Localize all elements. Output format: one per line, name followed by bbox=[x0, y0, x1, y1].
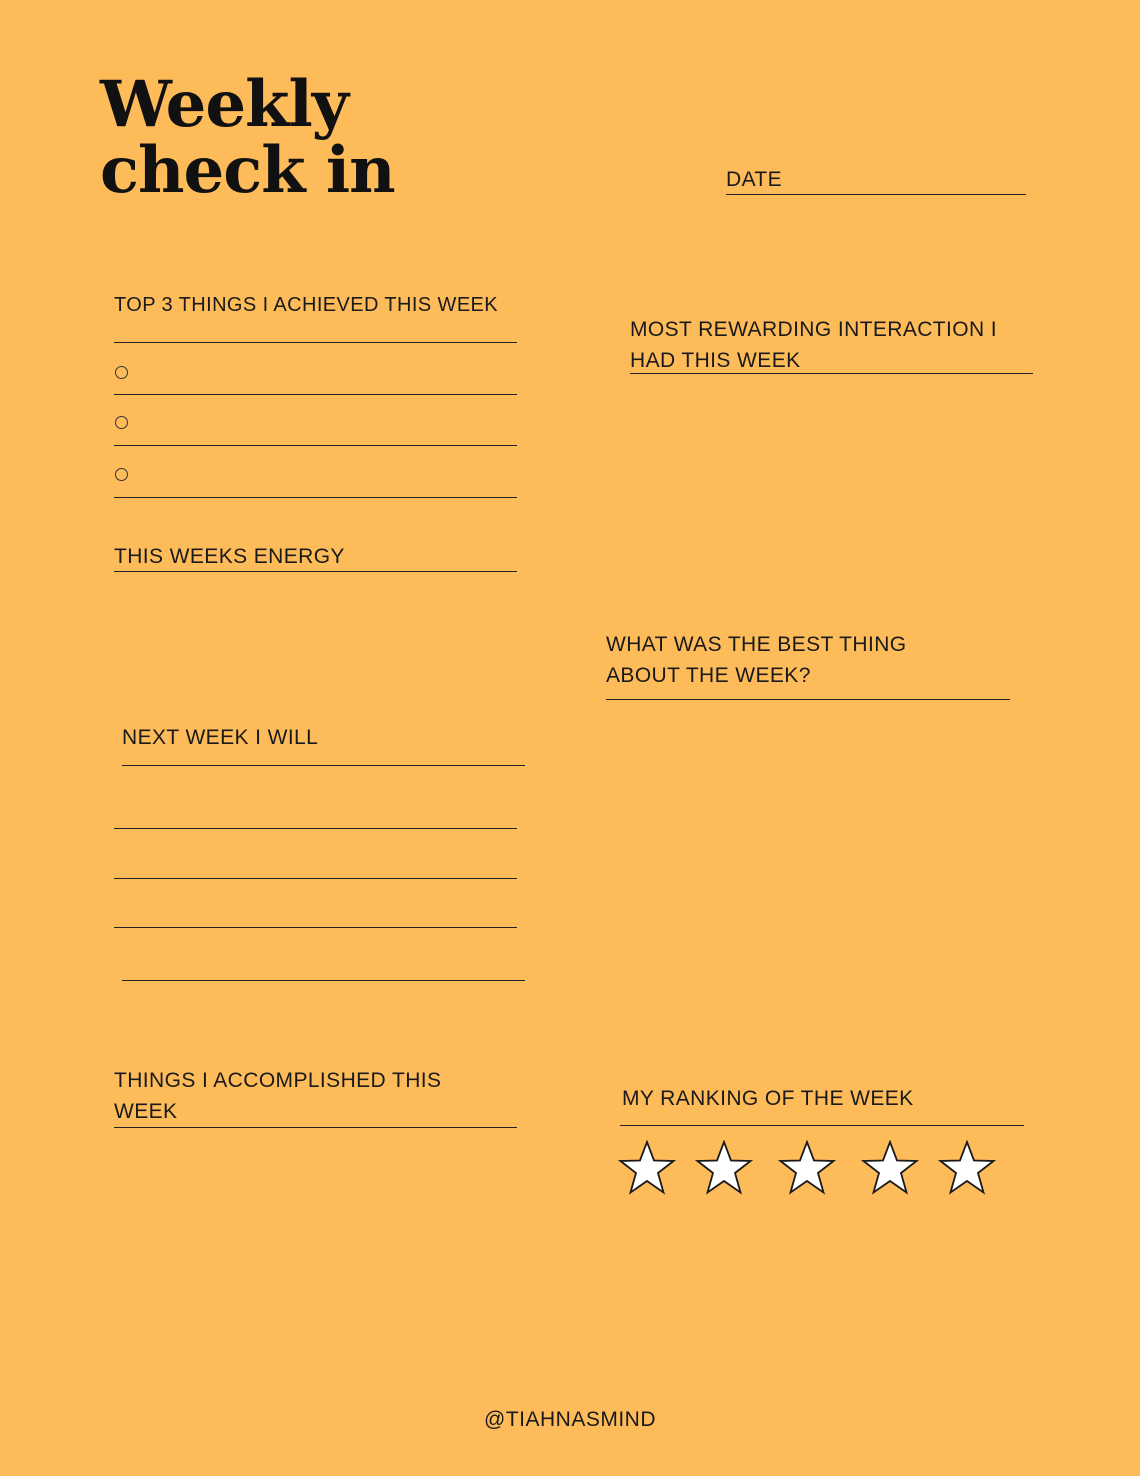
page-title-line-1: Weekly bbox=[100, 67, 348, 142]
rewarding-heading bbox=[630, 314, 997, 376]
achievement-line-3[interactable] bbox=[114, 497, 517, 498]
accomplished-underline bbox=[114, 1127, 517, 1128]
best-thing-heading-line-2: ABOUT THE WEEK? bbox=[606, 664, 811, 687]
best-thing-underline bbox=[606, 699, 1010, 700]
achievement-checkbox-3[interactable] bbox=[115, 468, 128, 481]
achievement-checkbox-1[interactable] bbox=[115, 366, 128, 379]
star-icon-2[interactable] bbox=[695, 1140, 753, 1196]
page-title-line-2: check in bbox=[100, 133, 395, 208]
next-week-heading: NEXT WEEK I WILL bbox=[122, 726, 319, 749]
next-week-heading-underline bbox=[122, 765, 525, 766]
star-icon-1[interactable] bbox=[618, 1140, 676, 1196]
achievement-line-1[interactable] bbox=[114, 394, 517, 395]
achievement-checkbox-2[interactable] bbox=[115, 416, 128, 429]
next-week-line-1[interactable] bbox=[114, 828, 517, 829]
accomplished-heading-line-1: THINGS I ACCOMPLISHED THIS bbox=[114, 1069, 442, 1092]
rewarding-heading-line-1: MOST REWARDING INTERACTION I bbox=[630, 318, 998, 341]
rewarding-heading-line-2: HAD THIS WEEK bbox=[630, 349, 801, 372]
energy-heading: THIS WEEKS ENERGY bbox=[114, 545, 345, 568]
next-week-line-4[interactable] bbox=[122, 980, 525, 981]
achievements-heading: TOP 3 THINGS I ACHIEVED THIS WEEK bbox=[114, 294, 499, 316]
rewarding-underline bbox=[630, 373, 1033, 374]
page-title bbox=[100, 67, 395, 208]
date-field-line[interactable] bbox=[726, 194, 1026, 195]
star-icon-4[interactable] bbox=[861, 1140, 919, 1196]
ranking-underline bbox=[620, 1125, 1024, 1126]
accomplished-heading-line-2: WEEK bbox=[114, 1100, 178, 1123]
best-thing-heading-line-1: WHAT WAS THE BEST THING bbox=[606, 633, 907, 656]
ranking-heading: MY RANKING OF THE WEEK bbox=[622, 1087, 914, 1110]
footer-handle: @TIAHNASMIND bbox=[484, 1408, 656, 1431]
energy-underline bbox=[114, 571, 517, 572]
star-icon-5[interactable] bbox=[938, 1140, 996, 1196]
star-icon-3[interactable] bbox=[778, 1140, 836, 1196]
star-rating[interactable] bbox=[618, 1140, 1008, 1196]
achievements-heading-underline bbox=[114, 342, 517, 343]
achievement-line-2[interactable] bbox=[114, 445, 517, 446]
best-thing-heading bbox=[606, 629, 907, 691]
date-label: DATE bbox=[726, 168, 783, 191]
next-week-line-3[interactable] bbox=[114, 927, 517, 928]
next-week-line-2[interactable] bbox=[114, 878, 517, 879]
accomplished-heading bbox=[114, 1065, 441, 1127]
